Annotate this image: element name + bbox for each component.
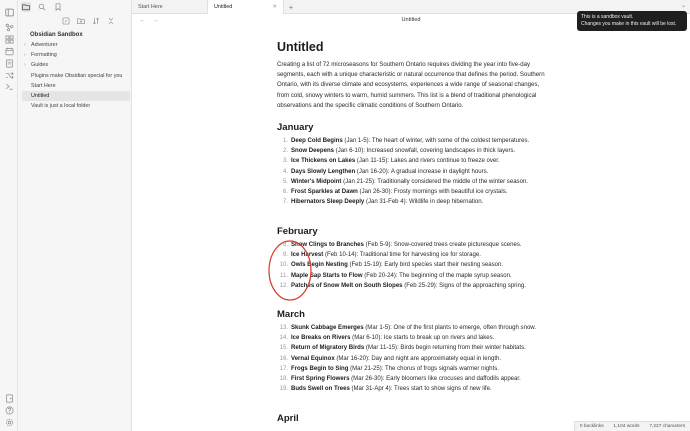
status-bar	[574, 421, 690, 431]
new-folder-icon[interactable]	[76, 16, 85, 25]
list-number: 18.	[279, 375, 288, 382]
list-item[interactable]	[277, 156, 557, 166]
list-item[interactable]	[277, 187, 557, 197]
tree-item-label: Vault is just a local folder	[31, 103, 91, 110]
microseason-description: (Feb 20-24): The beginning of the maple syrup season.	[362, 272, 512, 279]
bookmarks-tab-icon[interactable]	[53, 2, 63, 12]
list-number: 2.	[282, 148, 288, 155]
list-item[interactable]	[277, 271, 557, 281]
list-item[interactable]	[277, 177, 557, 187]
tree-file-start-here[interactable]	[22, 81, 130, 91]
microseason-name: First Spring Flowers	[291, 375, 350, 382]
list-number: 8.	[282, 242, 288, 248]
microseason-name: Return of Migratory Birds	[291, 345, 365, 352]
microseason-description: (Jan 16-20): A gradual increase in daylight hours.	[355, 168, 489, 175]
list-number: 14.	[279, 335, 288, 342]
microseason-description: (Feb 25-29): Signs of the approaching spring.	[402, 282, 526, 289]
microseason-name: Hibernators Sleep Deeply	[291, 199, 365, 206]
microseason-name: Vernal Equinox	[291, 355, 335, 362]
tree-file-plugins[interactable]	[22, 71, 130, 81]
microseason-name: Ice Breaks on Rivers	[291, 335, 351, 342]
list-item[interactable]	[277, 260, 557, 270]
tree-file-untitled[interactable]	[22, 91, 130, 101]
list-item[interactable]	[277, 323, 557, 333]
collapse-all-icon[interactable]	[106, 16, 115, 25]
microseason-name: Frost Sparkles at Dawn	[291, 188, 358, 195]
microseason-description: (Mar 16-20): Day and night are approximately equal in length.	[334, 355, 502, 362]
list-number: 9.	[282, 252, 288, 259]
microseason-name: Maple Sap Starts to Flow	[291, 272, 363, 279]
intro-paragraph[interactable]: Creating a list of 72 microseasons for Southern Ontario requires dividing the year into five-day segments, each with a unique characteristic or natural occurrence that defines the period. Southern Ontario, with its diverse climate and ecosystems, experiences a wide range of seasonal changes, from cold, snowy winters to warm, humid summers. This list is a blend of traditional phenological observations and the specific climatic conditions of Southern Ontario.	[277, 61, 545, 109]
notice-line-1: This is a sandbox vault.	[581, 14, 634, 20]
microseason-description: (Jan 6-10): Increased snowfall, covering landscapes in thick layers.	[334, 148, 516, 155]
file-tree	[22, 40, 130, 111]
list-item[interactable]	[277, 136, 557, 146]
microseason-description: (Jan 1-5): The heart of winter, with some of the coldest temperatures.	[342, 138, 530, 144]
section-january	[277, 122, 557, 207]
tab-label: Untitled	[214, 4, 233, 10]
list-number: 15.	[279, 345, 288, 352]
search-tab-icon[interactable]	[37, 2, 47, 12]
microseason-name: Skunk Cabbage Emerges	[291, 325, 364, 331]
new-tab-plus-icon[interactable]: +	[288, 2, 294, 12]
list-number: 12.	[279, 282, 288, 289]
forward-arrow-icon[interactable]: →	[152, 17, 159, 24]
microseason-description: (Feb 10-14): Traditional time for harvesting ice for storage.	[323, 252, 481, 259]
microseason-name: Snow Deepens	[291, 148, 335, 155]
tree-file-vault-local-folder[interactable]	[22, 101, 130, 111]
back-arrow-icon[interactable]: ←	[139, 17, 146, 24]
vault-name[interactable]: Obsidian Sandbox	[30, 32, 83, 38]
templates-icon[interactable]	[4, 58, 14, 68]
list-item[interactable]	[277, 167, 557, 177]
tab-list-chevron-icon[interactable]: ⌄	[680, 3, 686, 9]
microseason-description: (Mar 6-10): Ice starts to break up on rivers and lakes.	[350, 335, 495, 342]
microseason-description: (Mar 11-15): Birds begin returning from their winter habitats.	[364, 345, 526, 352]
close-tab-icon[interactable]: ✕	[272, 4, 277, 10]
new-note-icon[interactable]	[61, 16, 70, 25]
microseason-name: Ice Thickens on Lakes	[291, 158, 356, 165]
microseason-name: Deep Cold Begins	[291, 138, 343, 144]
chevron-right-icon: ›	[24, 42, 26, 48]
files-tab-folder-icon[interactable]	[21, 2, 31, 12]
note-editor[interactable]	[277, 40, 557, 424]
notice-line-2: Changes you make in this vault will be lost.	[581, 20, 677, 27]
list-number: 11.	[280, 272, 288, 279]
settings-gear-icon[interactable]	[4, 417, 14, 427]
list-item[interactable]	[277, 197, 557, 207]
section-heading[interactable]: April	[277, 413, 299, 424]
chevron-right-icon: ›	[24, 62, 26, 69]
tree-folder-guides[interactable]	[22, 60, 130, 70]
microseason-description: (Mar 21-25): The chorus of frogs signals warmer nights.	[348, 365, 499, 372]
sidebar-tab-strip	[18, 0, 132, 14]
note-title[interactable]: Untitled	[277, 40, 324, 54]
section-february	[277, 226, 557, 291]
tab-untitled[interactable]	[208, 0, 284, 14]
backlinks-count[interactable]: 0 backlinks	[579, 424, 604, 429]
tab-start-here[interactable]	[132, 0, 208, 14]
list-item[interactable]	[277, 374, 557, 384]
list-item[interactable]	[277, 364, 557, 374]
list-number: 16.	[279, 355, 288, 362]
file-explorer-sidebar	[18, 0, 132, 431]
file-explorer-actions	[61, 16, 115, 25]
microseason-name: Snow Clings to Branches	[291, 242, 364, 248]
microseason-description: (Mar 1-5): One of the first plants to emerge, often through snow.	[363, 325, 537, 331]
microseason-description: (Mar 26-30): Early bloomers like crocuses and daffodils appear.	[349, 375, 521, 382]
microseason-description: (Feb 15-19): Early bird species start their nesting season.	[347, 262, 504, 269]
daily-note-icon[interactable]	[4, 46, 14, 56]
list-number: 17.	[279, 365, 288, 372]
microseason-description: (Jan 31-Feb 4): Wildlife in deep hibernation.	[364, 199, 484, 206]
microseason-name: Frogs Begin to Sing	[291, 365, 349, 372]
tree-item-label: Formatting	[31, 52, 57, 59]
microseason-name: Patches of Snow Melt on South Slopes	[291, 282, 403, 289]
microseason-description: (Jan 26-30): Frosty mornings with beautiful ice crystals.	[357, 188, 508, 195]
list-item[interactable]	[277, 354, 557, 364]
red-annotation-ellipse	[266, 239, 314, 302]
microseason-name: Owls Begin Nesting	[291, 262, 348, 269]
canvas-icon[interactable]	[4, 34, 14, 44]
character-count: 7,227 characters	[649, 424, 686, 429]
microseason-name: Winter's Midpoint	[291, 178, 342, 185]
sidebar-toggle-icon[interactable]	[4, 7, 14, 17]
list-number: 6.	[282, 188, 288, 195]
list-number: 3.	[282, 158, 288, 165]
list-number: 4.	[282, 168, 288, 175]
list-number: 7.	[282, 199, 288, 206]
sandbox-notice[interactable]	[577, 11, 687, 31]
graph-view-icon[interactable]	[4, 22, 14, 32]
list-item[interactable]	[277, 281, 557, 291]
microseason-name: Days Slowly Lengthen	[291, 168, 356, 175]
list-item[interactable]	[277, 333, 557, 343]
list-item[interactable]	[277, 146, 557, 156]
chevron-right-icon: ›	[24, 52, 26, 59]
microseason-description: (Feb 5-9): Snow-covered trees create picturesque scenes.	[363, 242, 522, 248]
section-heading[interactable]: January	[277, 122, 314, 133]
tree-item-label: Start Here	[31, 82, 56, 89]
section-heading[interactable]: February	[277, 226, 318, 237]
tree-folder-adventurer[interactable]	[22, 40, 130, 50]
view-title[interactable]: Untitled	[401, 17, 421, 23]
tab-label: Start Here	[138, 4, 163, 10]
list-item[interactable]	[277, 240, 557, 250]
list-item[interactable]	[277, 384, 557, 394]
list-item[interactable]	[277, 250, 557, 260]
section-april	[277, 413, 557, 427]
microseason-name: Buds Swell on Trees	[291, 386, 350, 393]
microseason-description: (Mar 31-Apr 4): Trees start to show signs of new life.	[349, 386, 492, 393]
list-number: 10.	[279, 262, 288, 269]
vault-switcher-icon[interactable]	[4, 393, 14, 403]
microseason-description: (Jan 11-15): Lakes and rivers continue to freeze over.	[355, 158, 500, 165]
list-number: 5.	[282, 178, 288, 185]
sort-order-icon[interactable]	[91, 16, 100, 25]
command-palette-icon[interactable]	[4, 81, 14, 91]
section-march	[277, 309, 557, 394]
word-count: 1,104 words	[613, 424, 640, 429]
random-note-icon[interactable]	[4, 70, 14, 80]
list-number: 13.	[279, 325, 288, 331]
ribbon	[0, 0, 18, 431]
microseason-description: (Jan 21-25): Traditionally considered the middle of the winter season.	[341, 178, 528, 185]
tree-folder-formatting[interactable]	[22, 50, 130, 60]
tree-item-label: Adventurer	[31, 42, 58, 49]
list-number: 19.	[279, 386, 288, 393]
list-number: 1.	[282, 138, 288, 144]
list-item[interactable]	[277, 343, 557, 353]
section-heading[interactable]: March	[277, 309, 305, 320]
tree-item-label: Guides	[31, 62, 49, 69]
tree-item-label: Plugins make Obsidian special for you	[31, 72, 123, 79]
help-icon[interactable]	[4, 405, 14, 415]
tree-item-label: Untitled	[31, 93, 50, 100]
microseason-name: Ice Harvest	[291, 252, 324, 259]
